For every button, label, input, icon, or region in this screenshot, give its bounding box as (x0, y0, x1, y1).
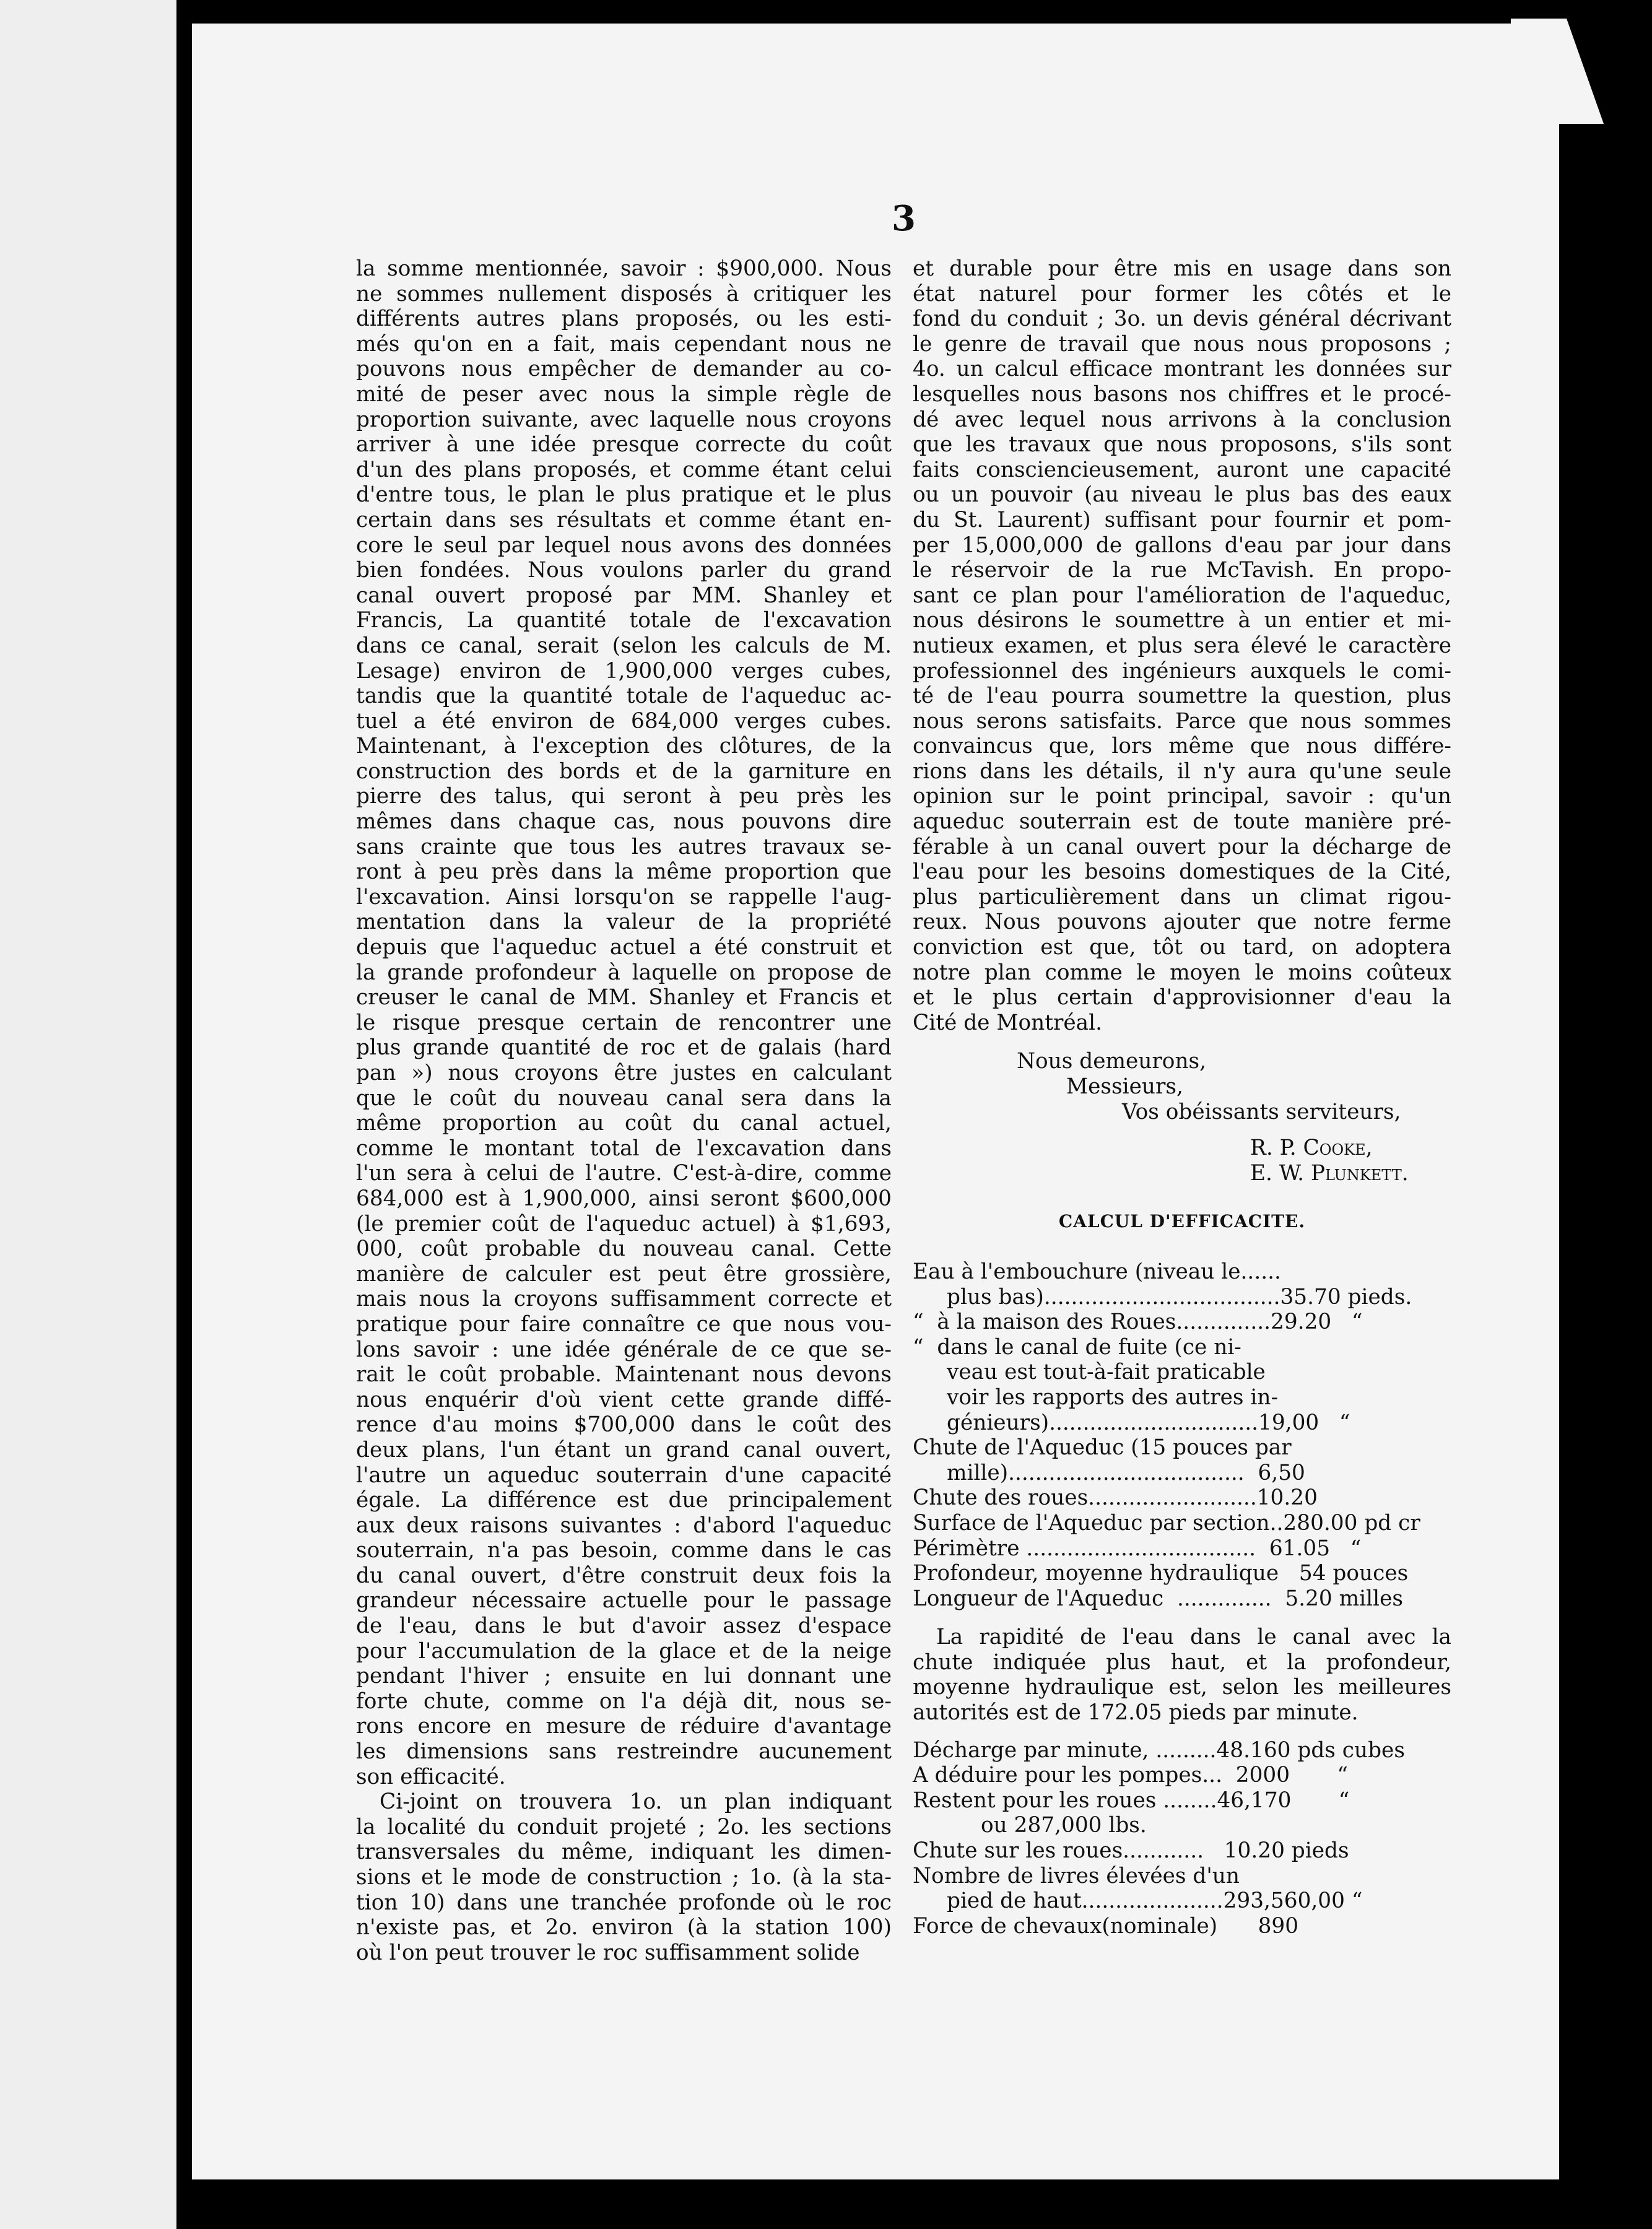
text-line: transversales du même, indiquant les dimen- (356, 1840, 892, 1865)
folded-corner (1511, 19, 1604, 124)
text-line: d'un des plans proposés, et comme étant celui (356, 457, 892, 482)
text-line: férable à un canal ouvert pour la décharge de (913, 834, 1451, 859)
text-line: mentation dans la valeur de la propriété (356, 910, 892, 935)
text-line: canal ouvert proposé par MM. Shanley et (356, 583, 892, 608)
text-line: l'eau pour les besoins domestiques de la Cité, (913, 859, 1451, 885)
signature-plunkett: E. W. Plunkett. (1250, 1160, 1409, 1186)
text-line: nous enquérir d'où vient cette grande diffé- (356, 1387, 892, 1412)
text-line: nous serons satisfaits. Parce que nous sommes (913, 708, 1451, 734)
text-line: mité de peser avec nous la simple règle de (356, 381, 892, 407)
text-line: deux plans, l'un étant un grand canal ouvert, (356, 1437, 892, 1462)
text-line: souterrain, n'a pas besoin, comme dans le cas (356, 1538, 892, 1563)
text-line: la localité du conduit projeté ; 2o. les sections (356, 1814, 892, 1840)
calc-row: Périmètre .................................. 61.05 “ (913, 1536, 1362, 1561)
text-line: per 15,000,000 de gallons d'eau par jour dans (913, 532, 1451, 558)
text-line: dé avec lequel nous arrivons à la conclusion (913, 407, 1451, 432)
calc-row: Longueur de l'Aqueduc .............. 5.20 milles (913, 1586, 1403, 1611)
text-line: tion 10) dans une tranchée profonde où le roc (356, 1890, 892, 1915)
text-line: le réservoir de la rue McTavish. En propo- (913, 558, 1451, 583)
text-line: 4o. un calcul efficace montrant les données sur (913, 357, 1451, 382)
text-line: pendant l'hiver ; ensuite en lui donnant une (356, 1664, 892, 1689)
calc-row: veau est tout-à-fait praticable (947, 1360, 1266, 1385)
text-line: le genre de travail que nous nous proposons ; (913, 331, 1451, 357)
text-line: core le seul par lequel nous avons des données (356, 532, 892, 558)
calc-row: Force de chevaux(nominale) 890 (913, 1913, 1299, 1939)
text-line: arriver à une idée presque correcte du coût (356, 432, 892, 458)
text-line: pan ») nous croyons être justes en calculant (356, 1061, 892, 1085)
calc-row: génieurs)...............................19,00 “ (947, 1410, 1350, 1435)
text-line: 684,000 est à 1,900,000, ainsi seront $600,000 (356, 1186, 892, 1211)
text-line: l'un sera à celui de l'autre. C'est-à-dire, comme (356, 1161, 892, 1186)
text-line: construction des bords et de la garniture en (356, 758, 892, 784)
text-line: 000, coût probable du nouveau canal. Cette (356, 1236, 892, 1262)
text-line: le risque presque certain de rencontrer une (356, 1010, 892, 1035)
text-line: pierre des talus, qui seront à peu près les (356, 784, 892, 809)
text-line: moyenne hydraulique est, selon les meilleures (913, 1675, 1451, 1700)
calc-row: Profondeur, moyenne hydraulique 54 pouces (913, 1561, 1409, 1586)
text-line: même proportion au coût du canal actuel, (356, 1111, 892, 1136)
text-line: més qu'on en a fait, mais cependant nous ne (356, 331, 892, 357)
calc-row: pied de haut.....................293,560,00 “ (947, 1888, 1363, 1914)
left-page-edge (0, 0, 176, 2229)
text-line: rence d'au moins $700,000 dans le coût des (356, 1412, 892, 1438)
text-line: la somme mentionnée, savoir : $900,000. Nous (356, 256, 892, 281)
text-line: comme le montant total de l'excavation dans (356, 1136, 892, 1161)
text-line: certain dans ses résultats et comme étant en- (356, 507, 892, 532)
calc-row: Restent pour les roues ........46,170 “ (913, 1788, 1350, 1813)
text-line: professionnel des ingénieurs auxquels le comi- (913, 658, 1451, 684)
text-line: Maintenant, à l'exception des clôtures, de la (356, 734, 892, 759)
text-line: aux deux raisons suivantes : d'abord l'aqueduc (356, 1513, 892, 1538)
calc-row: Chute sur les roues............ 10.20 pieds (913, 1838, 1349, 1864)
signature-cooke: R. P. Cooke, (1250, 1136, 1373, 1161)
text-line: bien fondées. Nous voulons parler du grand (356, 558, 892, 583)
text-line: conviction est que, tôt ou tard, on adoptera (913, 935, 1451, 960)
text-line: fond du conduit ; 3o. un devis général décrivant (913, 306, 1451, 332)
text-line: grandeur nécessaire actuelle pour le passage (356, 1588, 892, 1614)
calc-table-2 (913, 1738, 1451, 1939)
text-line: La rapidité de l'eau dans le canal avec la (936, 1625, 1451, 1650)
text-line: l'autre un aqueduc souterrain d'une capacité (356, 1462, 892, 1488)
text-line: que les travaux que nous proposons, s'ils sont (913, 432, 1451, 458)
text-line: manière de calculer est peut être grossière, (356, 1261, 892, 1287)
text-line: notre plan comme le moyen le moins coûteux (913, 960, 1451, 985)
text-line: reux. Nous pouvons ajouter que notre ferme (913, 910, 1451, 935)
text-line: pouvons nous empêcher de demander au co- (356, 357, 892, 382)
calc-row: “ dans le canal de fuite (ce ni- (913, 1334, 1241, 1360)
text-line: sions et le mode de construction ; 1o. (à la sta- (356, 1865, 892, 1890)
text-line: sant ce plan pour l'amélioration de l'aqueduc, (913, 583, 1451, 608)
text-line: de l'eau, dans le but d'avoir assez d'espace (356, 1614, 892, 1639)
letter-body-continued (913, 256, 1451, 1035)
calc-table-1 (913, 1259, 1451, 1611)
text-line: pratique pour faire connaître ce que nous vou- (356, 1311, 892, 1337)
text-line: Ci-joint on trouvera 1o. un plan indiquant (380, 1789, 892, 1815)
calc-row: Chute des roues.........................10.20 (913, 1485, 1318, 1511)
text-line: lons savoir : une idée générale de ce que se- (356, 1337, 892, 1362)
text-line: tuel a été environ de 684,000 verges cubes. (356, 708, 892, 734)
text-line: faits consciencieusement, auront une capacité (913, 457, 1451, 482)
text-line: opinion sur le point principal, savoir : qu'un (913, 784, 1451, 809)
text-column-left (356, 256, 892, 1965)
text-column-right (913, 256, 1451, 1939)
text-line: son efficacité. (356, 1764, 506, 1789)
calc-row: voir les rapports des autres in- (947, 1384, 1279, 1410)
text-line: rions dans les détails, il n'y aura qu'une seule (913, 758, 1451, 784)
text-line: plus grande quantité de roc et de galais (hard (356, 1035, 892, 1061)
text-line: nous désirons le soumettre à un entier et mi- (913, 608, 1451, 633)
text-line: et durable pour être mis en usage dans son (913, 256, 1451, 281)
text-line: différents autres plans proposés, ou les esti- (356, 306, 892, 332)
text-line: les dimensions sans restreindre aucunement (356, 1739, 892, 1765)
closing-line-1: Nous demeurons, (1017, 1049, 1207, 1074)
text-line: égale. La différence est due principalement (356, 1488, 892, 1513)
calc-title: CALCUL D'EFFICACITE. (1058, 1211, 1306, 1232)
text-line: l'excavation. Ainsi lorsqu'on se rappelle l'aug- (356, 884, 892, 910)
text-line: ne sommes nullement disposés à critiquer les (356, 281, 892, 306)
text-line: Lesage) environ de 1,900,000 verges cubes, (356, 658, 892, 684)
text-line: rons encore en mesure de réduire d'avantage (356, 1714, 892, 1739)
text-line: forte chute, comme on l'a déjà dit, nous se- (356, 1688, 892, 1714)
calc-row: Surface de l'Aqueduc par section..280.00 pd cr (913, 1510, 1420, 1536)
text-line: rait le coût probable. Maintenant nous devons (356, 1362, 892, 1388)
text-line: Francis, La quantité totale de l'excavation (356, 608, 892, 633)
text-line: lesquelles nous basons nos chiffres et le procé- (913, 381, 1451, 407)
text-line: la grande profondeur à laquelle on propose de (356, 960, 892, 985)
calc-row: mille)................................... 6,50 (947, 1460, 1305, 1485)
text-line: et le plus certain d'approvisionner d'eau la (913, 985, 1451, 1010)
text-line: mais nous la croyons suffisamment correcte et (356, 1287, 892, 1312)
text-line: d'entre tous, le plan le plus pratique et le plus (356, 482, 892, 508)
text-line: pour l'accumulation de la glace et de la neige (356, 1638, 892, 1664)
calc-row: Décharge par minute, .........48.160 pds cubes (913, 1737, 1405, 1763)
text-line: nutieux examen, et plus sera élevé le caractère (913, 633, 1451, 658)
text-line: état naturel pour former les côtés et le (913, 281, 1451, 306)
text-line: depuis que l'aqueduc actuel a été construit et (356, 935, 892, 960)
text-line: où l'on peut trouver le roc suffisamment solide (356, 1940, 860, 1965)
calc-row: Chute de l'Aqueduc (15 pouces par (913, 1435, 1292, 1461)
text-line: que le coût du nouveau canal sera dans la (356, 1085, 892, 1111)
calc-row: A déduire pour les pompes... 2000 “ (913, 1763, 1348, 1788)
closing-block (913, 1049, 1451, 1186)
text-line: ront à peu près dans la même proportion que (356, 859, 892, 885)
closing-line-2: Messieurs, (1066, 1074, 1183, 1099)
calc-row: Eau à l'embouchure (niveau le...... (913, 1259, 1281, 1284)
text-line: chute indiquée plus haut, et la profondeur, (913, 1649, 1451, 1675)
calc-row: ou 287,000 lbs. (981, 1813, 1147, 1838)
text-line: mêmes dans chaque cas, nous pouvons dire (356, 809, 892, 835)
closing-line-3: Vos obéissants serviteurs, (1122, 1099, 1401, 1124)
text-line: creuser le canal de MM. Shanley et Francis et (356, 985, 892, 1010)
calc-row: “ à la maison des Roues..............29.20 “ (913, 1310, 1363, 1335)
text-line: Cité de Montréal. (913, 1010, 1102, 1035)
text-line: sans crainte que tous les autres travaux se- (356, 834, 892, 859)
text-line: du St. Laurent) suffisant pour fournir et pom- (913, 507, 1451, 532)
text-line: plus particulièrement dans un climat rigou- (913, 884, 1451, 910)
text-line: dans ce canal, serait (selon les calculs de M. (356, 633, 892, 658)
text-line: convaincus que, lors même que nous différe- (913, 734, 1451, 759)
text-line: (le premier coût de l'aqueduc actuel) à $1,693, (356, 1211, 892, 1236)
rapidite-paragraph (913, 1625, 1451, 1725)
page-number: 3 (892, 198, 916, 239)
calc-row: Nombre de livres élevées d'un (913, 1863, 1240, 1888)
text-line: té de l'eau pourra soumettre la question, plus (913, 684, 1451, 709)
calc-row: plus bas)...................................35.70 pieds. (947, 1284, 1412, 1310)
text-line: aqueduc souterrain est de toute manière pré- (913, 809, 1451, 835)
text-line: proportion suivante, avec laquelle nous croyons (356, 407, 892, 432)
text-line: ou un pouvoir (au niveau le plus bas des eaux (913, 482, 1451, 508)
text-line: n'existe pas, et 2o. environ (à la station 100) (356, 1915, 892, 1940)
text-line: du canal ouvert, d'être construit deux fois la (356, 1563, 892, 1588)
text-line: tandis que la quantité totale de l'aqueduc ac- (356, 684, 892, 709)
text-line: autorités est de 172.05 pieds par minute. (913, 1700, 1359, 1726)
